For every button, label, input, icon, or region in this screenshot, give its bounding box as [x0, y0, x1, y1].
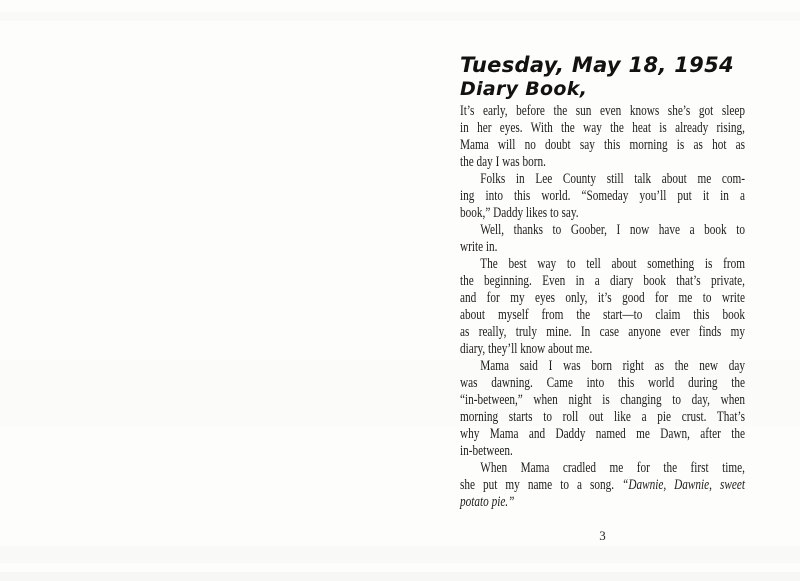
diary-line: When Mama cradled me for the first time, [480, 460, 745, 476]
diary-line: write in. [460, 239, 498, 255]
diary-line: The best way to tell about something is from [480, 256, 745, 272]
diary-line: It’s early, before the sun even knows she’s got sleep [460, 103, 745, 119]
diary-line: about myself from the start—to claim this book [460, 307, 745, 323]
diary-line [460, 494, 745, 511]
diary-line: diary, they’ll know about me. [460, 341, 593, 357]
diary-line-italic-segment: “Dawnie, Dawnie, sweet [622, 477, 745, 493]
entry-date-heading: Tuesday, May 18, 1954 [460, 53, 734, 77]
diary-line: book,” Daddy likes to say. [460, 205, 579, 221]
diary-line: Well, thanks to Goober, I now have a book to [480, 222, 745, 238]
diary-line: as really, truly mine. In case anyone ever finds my [460, 324, 745, 340]
diary-line: in-between. [460, 443, 513, 459]
diary-line: morning starts to roll out like a pie crust. That’s [460, 409, 745, 425]
diary-line: the beginning. Even in a diary book that’s private, [460, 273, 745, 289]
diary-line: Mama said I was born right as the new day [480, 358, 745, 374]
diary-entry [460, 52, 745, 511]
diary-line: in her eyes. With the way the heat is already rising, [460, 120, 745, 136]
diary-line-italic-segment: potato pie.” [460, 494, 515, 510]
entry-salutation: Diary Book, [460, 78, 588, 100]
diary-line: Mama will no doubt say this morning is as hot as [460, 137, 745, 153]
diary-line: the day I was born. [460, 154, 546, 170]
diary-line-segment: she put my name to a song. [460, 477, 623, 493]
diary-line: Folks in Lee County still talk about me com- [480, 171, 745, 187]
diary-line: why Mama and Daddy named me Dawn, after the [460, 426, 745, 442]
right-page [400, 0, 800, 581]
diary-line: was dawning. Came into this world during the [460, 375, 745, 391]
diary-line [460, 477, 745, 494]
diary-line: “in-between,” when night is changing to day, when [460, 392, 745, 408]
diary-line: and for my eyes only, it’s good for me to write [460, 290, 745, 306]
diary-body-text [460, 103, 745, 511]
page-number: 3 [599, 528, 606, 543]
diary-line: ing into this world. “Someday you’ll put it in a [460, 188, 745, 204]
